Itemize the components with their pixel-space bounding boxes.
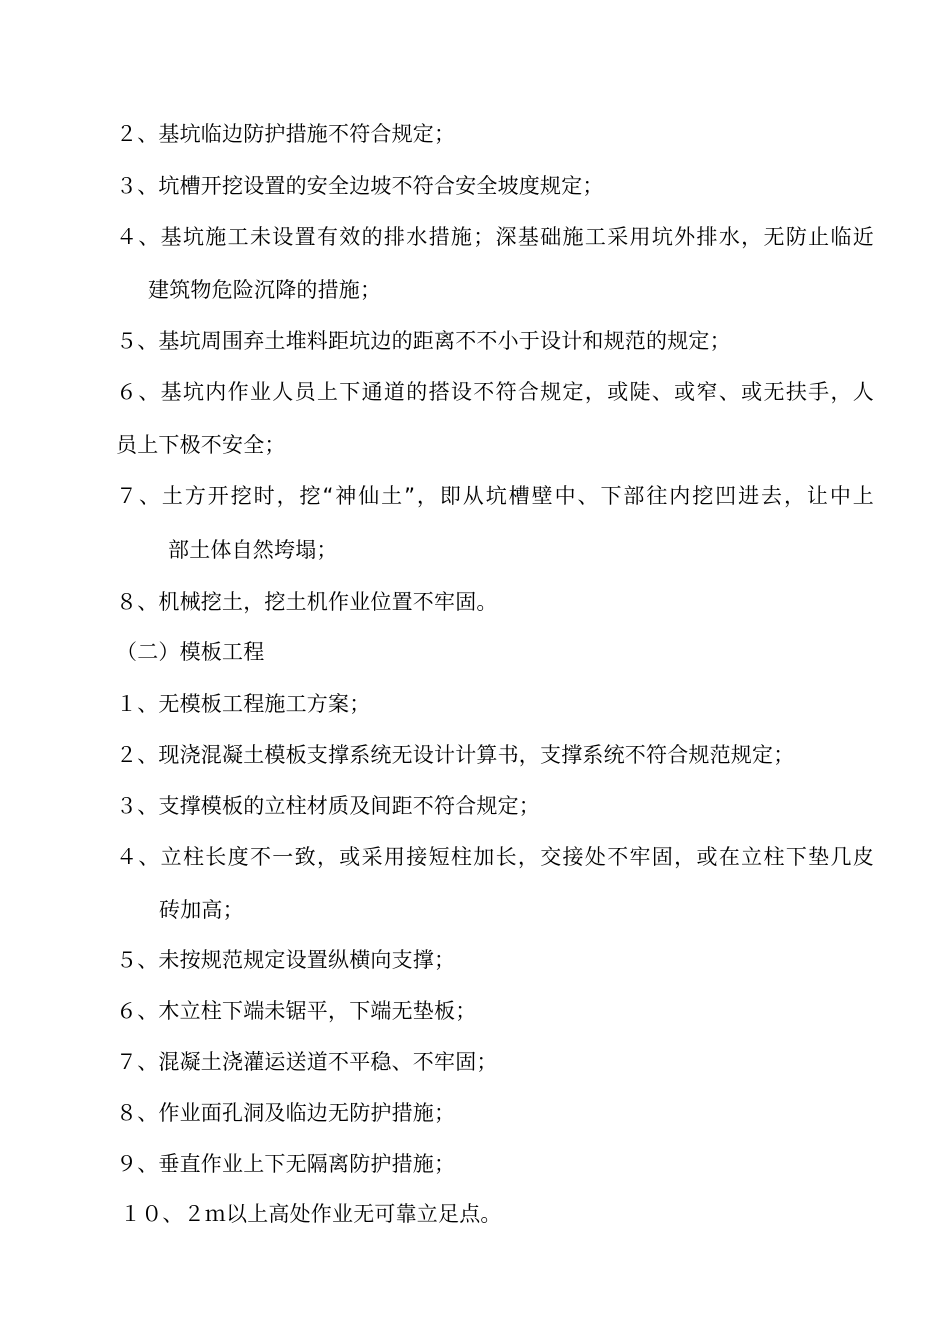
text-line: ９、垂直作业上下无隔离防护措施；: [116, 1152, 456, 1176]
text-line: ６、基坑内作业人员上下通道的搭设不符合规定，或陡、或窄、或无扶手，人: [116, 380, 874, 404]
text-line: ５、基坑周围弃土堆料距坑边的距离不不小于设计和规范的规定；: [116, 329, 731, 353]
text-line: ７、混凝土浇灌运送道不平稳、不牢固；: [116, 1050, 498, 1074]
text-line: ５、未按规范规定设置纵横向支撑；: [116, 948, 456, 972]
text-line: ４、立柱长度不一致，或采用接短柱加长，交接处不牢固，或在立柱下垫几皮: [116, 845, 874, 869]
text-line: ２、基坑临边防护措施不符合规定；: [116, 122, 456, 146]
text-line: ３、坑槽开挖设置的安全边坡不符合安全坡度规定；: [116, 174, 604, 198]
text-line: １０、２ｍ以上高处作业无可靠立足点。: [120, 1202, 502, 1226]
text-line: 部土体自然垮塌；: [168, 538, 338, 562]
text-line: ８、作业面孔洞及临边无防护措施；: [116, 1101, 456, 1125]
text-line: ４、基坑施工未设置有效的排水措施；深基础施工采用坑外排水，无防止临近: [116, 225, 874, 249]
text-line: ８、机械挖土，挖土机作业位置不牢固。: [116, 590, 498, 614]
text-line: ２、现浇混凝土模板支撑系统无设计计算书，支撑系统不符合规范规定；: [116, 743, 795, 767]
text-line: ６、木立柱下端未锯平，下端无垫板；: [116, 999, 477, 1023]
section-heading: （二）模板工程: [116, 640, 265, 664]
text-line: ７、土方开挖时，挖“神仙土”，即从坑槽壁中、下部往内挖凹进去，让中上: [116, 484, 874, 508]
text-line: １、无模板工程施工方案；: [116, 692, 371, 716]
text-line: 员上下极不安全；: [116, 433, 286, 457]
text-line: ３、支撑模板的立柱材质及间距不符合规定；: [116, 794, 540, 818]
text-line: 建筑物危险沉降的措施；: [148, 278, 382, 302]
text-line: 砖加高；: [159, 898, 244, 922]
